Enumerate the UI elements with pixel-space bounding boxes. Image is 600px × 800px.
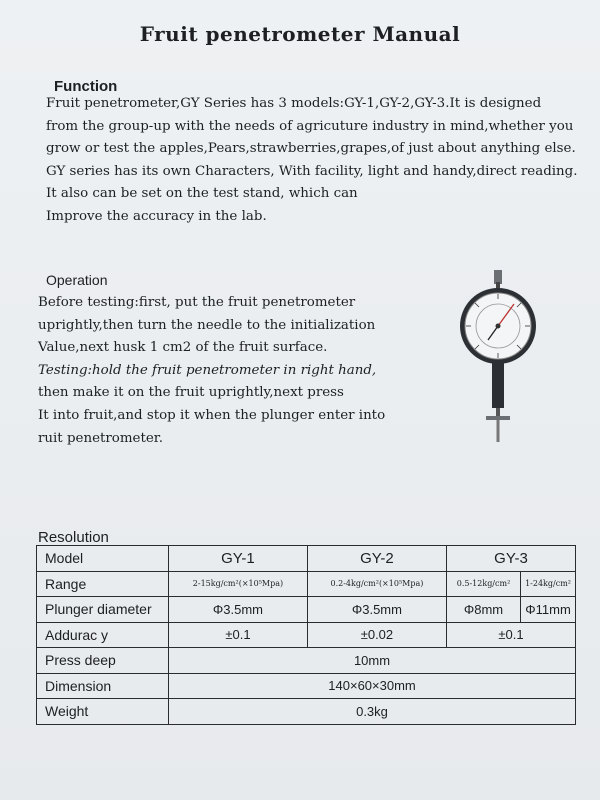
spec-table — [36, 545, 576, 725]
row-label: Addurac y — [37, 622, 169, 648]
accuracy-gy1: ±0.1 — [169, 622, 308, 648]
table-row — [37, 622, 576, 648]
row-label: Model — [37, 546, 169, 572]
weight-value: 0.3kg — [169, 699, 576, 725]
model-gy3: GY-3 — [446, 546, 575, 572]
row-label: Weight — [37, 699, 169, 725]
dimension-value: 140×60×30mm — [169, 673, 576, 699]
table-row — [37, 597, 576, 623]
operation-line: ruit penetrometer. — [38, 430, 163, 446]
table-row — [37, 648, 576, 674]
operation-line: Before testing:first, put the fruit penetrometer — [38, 295, 356, 310]
function-line: It also can be set on the test stand, which can — [46, 186, 358, 201]
accuracy-gy2: ±0.02 — [307, 622, 446, 648]
operation-line-testing: Testing:hold the fruit penetrometer in right hand, — [38, 362, 377, 378]
row-label: Range — [37, 571, 169, 597]
range-gy3a: 0.5-12kg/cm² — [446, 571, 520, 597]
operation-line: then make it on the fruit uprightly,next press — [38, 385, 344, 401]
plunger-gy2: Φ3.5mm — [307, 597, 446, 623]
function-line: Improve the accuracy in the lab. — [46, 208, 267, 224]
operation-text — [38, 292, 438, 450]
resolution-heading: Resolution — [38, 529, 109, 546]
plunger-gy3a: Φ8mm — [446, 597, 520, 623]
press-deep-value: 10mm — [169, 648, 576, 674]
page-title: Fruit penetrometer Manual — [139, 22, 461, 46]
row-label: Plunger diameter — [37, 597, 169, 623]
operation-line: It into fruit,and stop it when the plunger enter into — [38, 407, 386, 423]
penetrometer-illustration — [448, 268, 548, 448]
function-line: from the group-up with the needs of agricuture industry in mind,whether you — [46, 118, 574, 134]
row-label: Press deep — [37, 648, 169, 674]
table-row — [37, 571, 576, 597]
row-label: Dimension — [37, 673, 169, 699]
range-gy3b: 1-24kg/cm² — [521, 571, 576, 597]
plunger-gy1: Φ3.5mm — [169, 597, 308, 623]
table-row — [37, 673, 576, 699]
plunger-gy3b: Φ11mm — [521, 597, 576, 623]
accuracy-gy3: ±0.1 — [446, 622, 575, 648]
table-row — [37, 546, 576, 572]
range-gy1: 2-15kg/cm²(×10⁵Mpa) — [169, 571, 308, 597]
operation-line: uprightly,then turn the needle to the initialization — [38, 317, 376, 333]
table-row — [37, 699, 576, 725]
model-gy2: GY-2 — [307, 546, 446, 572]
operation-line: Value,next husk 1 cm2 of the fruit surface. — [38, 340, 328, 356]
function-line: Fruit penetrometer,GY Series has 3 models:GY-1,GY-2,GY-3.It is designed — [46, 96, 542, 111]
function-line: grow or test the apples,Pears,strawberries,grapes,of just about anything else. — [46, 141, 576, 156]
model-gy1: GY-1 — [169, 546, 308, 572]
range-gy2: 0.2-4kg/cm²(×10⁵Mpa) — [307, 571, 446, 597]
operation-heading: Operation — [46, 272, 108, 288]
function-heading: Function — [54, 78, 118, 95]
function-line: GY series has its own Characters, With facility, light and handy,direct reading. — [46, 163, 578, 179]
function-text — [46, 93, 586, 228]
